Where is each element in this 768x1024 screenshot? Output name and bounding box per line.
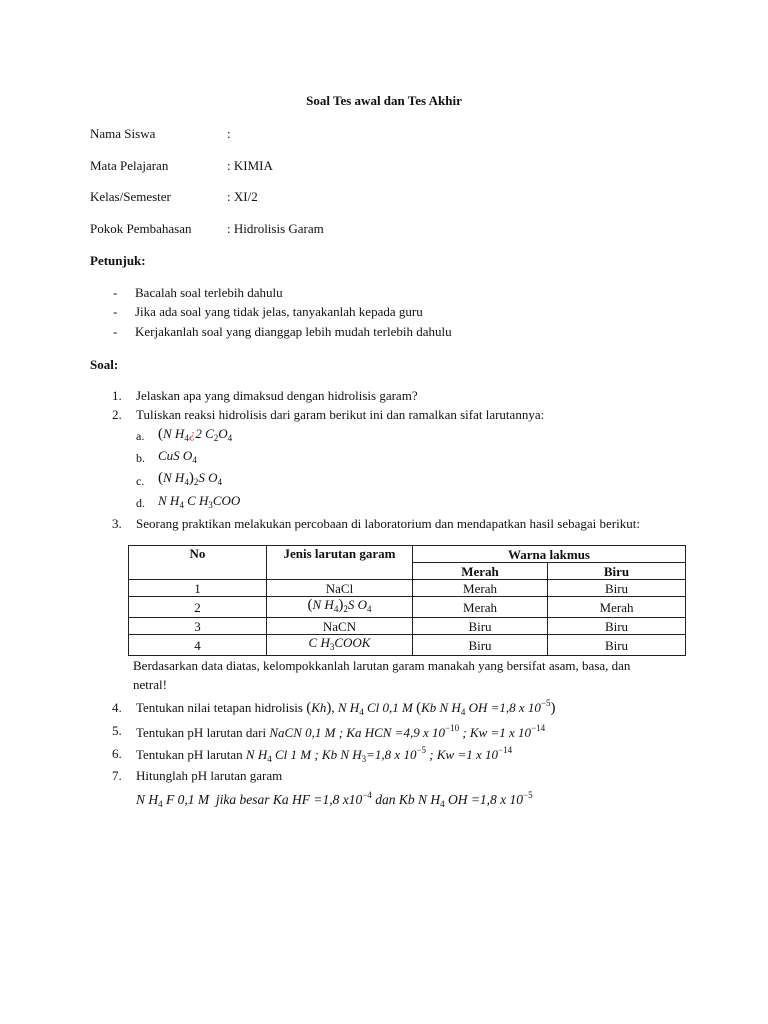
question-3-followup: Berdasarkan data diatas, kelompokkanlah larutan garam manakah yang bersifat asam, basa, dan <box>133 658 631 673</box>
question-5-text: Tentukan pH larutan dari <box>136 725 267 740</box>
formula-c: (N $H_4)_2S$ $O_4$ <box>158 470 222 487</box>
table-header-no: No <box>129 546 267 580</box>
question-number: 4. <box>112 700 122 715</box>
subitem-letter: c. <box>136 474 145 488</box>
instruction-item: Bacalah soal terlebih dahulu <box>135 285 283 300</box>
instructions-heading: Petunjuk: <box>90 253 146 268</box>
question-number: 6. <box>112 746 122 761</box>
info-value-nama: : <box>227 126 231 141</box>
question-6-text: Tentukan pH larutan <box>136 747 243 762</box>
cell-no: 2 <box>129 597 267 618</box>
table-row <box>129 635 686 656</box>
cell-garam-formula: C $H_3COOK$ <box>267 635 413 656</box>
instruction-item: Kerjakanlah soal yang dianggap lebih mudah terlebih dahulu <box>135 324 452 339</box>
question-number: 7. <box>112 768 122 783</box>
cell-garam: NaCl <box>267 580 413 597</box>
table-header-biru: Biru <box>548 563 686 580</box>
subitem-letter: d. <box>136 496 145 510</box>
bullet-dash: - <box>113 324 118 339</box>
formula-q7: N $H_4$ F 0,1 M jika besar Ka HF =1,8 $x10^{-4}$ dan Kb N $H_4$ OH =1,8 x $10^{-5}$ <box>136 790 533 809</box>
question-number: 1. <box>112 388 122 403</box>
cell-biru: Biru <box>548 618 686 635</box>
table-row <box>129 597 686 618</box>
cell-merah: Merah <box>413 597 548 618</box>
info-value-mapel: : KIMIA <box>227 158 273 173</box>
formula-q6: N $H_4$ Cl 1 M ; Kb N $H_3=1,8$ x $10^{-5}$ ; Kw =1 x $10^{-14}$ <box>245 745 513 764</box>
formula-a: (N $H_4¿2$ $C_2O_4$ <box>158 426 233 443</box>
table-row <box>129 580 686 597</box>
table-row <box>129 618 686 635</box>
table-header-warna: Warna lakmus <box>413 546 686 563</box>
question-4 <box>136 698 555 717</box>
question-number: 3. <box>112 516 122 531</box>
question-number: 2. <box>112 407 122 422</box>
formula-q5: NaCN 0,1 M ; Ka HCN =4,9 x $10^{-10}$ ; Kw =1 x $10^{-14}$ <box>269 723 546 740</box>
cell-merah: Biru <box>413 618 548 635</box>
question-5 <box>136 723 545 741</box>
question-3-text: Seorang praktikan melakukan percobaan di laboratorium dan mendapatkan hasil sebagai berikut: <box>136 516 640 531</box>
formula-b: CuS $O_4$ <box>158 448 197 465</box>
question-6 <box>136 745 512 764</box>
info-label-kelas: Kelas/Semester <box>90 189 171 204</box>
formula-q4: (Kh), N $H_4$ Cl 0,1 M (Kb N $H_4$ OH =1,8 x $10^{-5}$) <box>306 698 556 717</box>
question-2-text: Tuliskan reaksi hidrolisis dari garam berikut ini dan ramalkan sifat larutannya: <box>136 407 545 422</box>
formula-d: N $H_4$ C $H_3COO$ <box>158 493 241 510</box>
cell-no: 3 <box>129 618 267 635</box>
soal-heading: Soal: <box>90 357 119 372</box>
question-4-text: Tentukan nilai tetapan hidrolisis <box>136 700 303 715</box>
cell-no: 4 <box>129 635 267 656</box>
cell-garam-formula: (N $H_4)_2S$ $O_4$ <box>267 597 413 618</box>
question-1-text: Jelaskan apa yang dimaksud dengan hidrolisis garam? <box>136 388 418 403</box>
question-number: 5. <box>112 723 122 738</box>
table-header-jenis: Jenis larutan garam <box>267 546 413 580</box>
question-7-text: Hitunglah pH larutan garam <box>136 768 283 783</box>
bullet-dash: - <box>113 304 118 319</box>
cell-biru: Biru <box>548 635 686 656</box>
info-value-kelas: : XI/2 <box>227 189 258 204</box>
table-header-merah: Merah <box>413 563 548 580</box>
subitem-letter: b. <box>136 451 145 465</box>
cell-merah: Biru <box>413 635 548 656</box>
info-label-nama: Nama Siswa <box>90 126 156 141</box>
info-value-pokok: : Hidrolisis Garam <box>227 221 324 236</box>
info-label-mapel: Mata Pelajaran <box>90 158 169 173</box>
bullet-dash: - <box>113 285 118 300</box>
cell-garam: NaCN <box>267 618 413 635</box>
page-title: Soal Tes awal dan Tes Akhir <box>306 93 462 108</box>
subitem-letter: a. <box>136 429 145 443</box>
cell-biru: Biru <box>548 580 686 597</box>
question-3-followup: netral! <box>133 677 167 692</box>
cell-no: 1 <box>129 580 267 597</box>
cell-merah: Merah <box>413 580 548 597</box>
cell-biru: Merah <box>548 597 686 618</box>
instruction-item: Jika ada soal yang tidak jelas, tanyakanlah kepada guru <box>135 304 423 319</box>
info-label-pokok: Pokok Pembahasan <box>90 221 192 236</box>
litmus-results-table <box>128 545 686 656</box>
